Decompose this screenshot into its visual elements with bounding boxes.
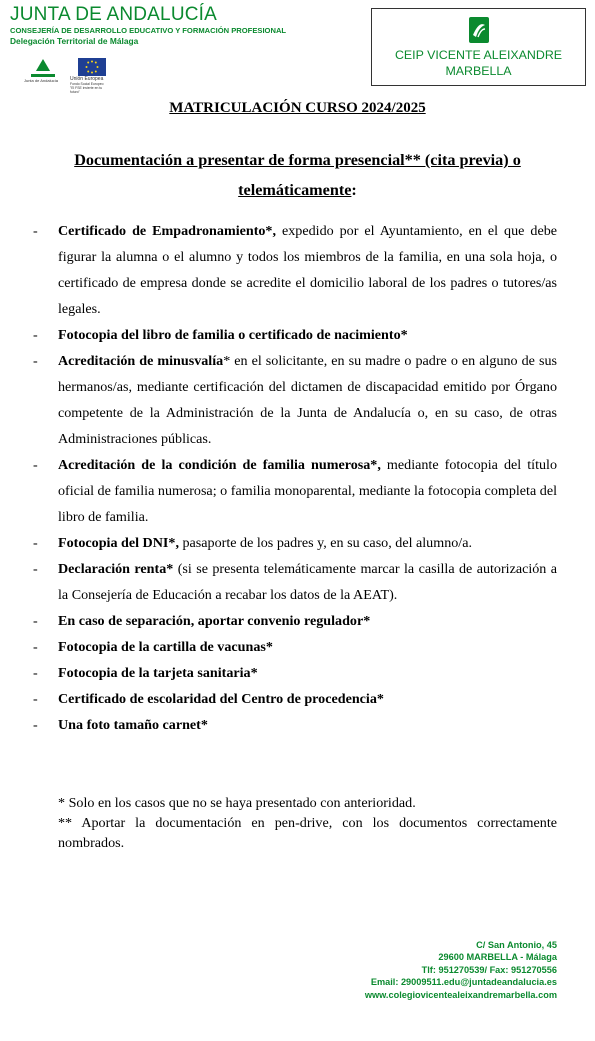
delegacion-name: Delegación Territorial de Málaga [10,36,139,46]
eu-motto-caption: "El FSE invierte en tu futuro" [70,86,103,94]
logos [10,58,130,94]
eu-fund-caption: Fondo Social Europeo [70,82,104,86]
school-logo-icon [469,17,489,43]
junta-header [10,4,350,94]
eu-caption [70,76,110,94]
heading-line1: Documentación a presentar de forma presencial** (cita previa) o [74,151,521,169]
contact-city: 29600 MARBELLA - Málaga [438,952,557,963]
list-item: - Certificado de escolaridad del Centro de procedencia* [33,691,384,707]
contact-web: www.colegiovicentealeixandremarbella.com [364,989,557,1000]
eu-caption-title: Unión Europea [70,76,104,82]
list-item: - Fotocopia de la cartilla de vacunas* [33,639,273,655]
list-item: - Fotocopia del libro de familia o certificado de nacimiento* [33,327,408,343]
heading-line2: telemáticamente [238,181,352,199]
consejeria-name: CONSEJERÍA DE DESARROLLO EDUCATIVO Y FORMACIÓN PROFESIONAL [10,26,287,35]
list-item: - En caso de separación, aportar convenio regulador* [33,613,371,629]
list-item: - Una foto tamaño carnet* [33,717,208,733]
andalucia-logo-caption: Junta de Andalucía [23,78,59,83]
junta-andalucia-logo-icon [26,58,60,92]
list-item: - Fotocopia de la tarjeta sanitaria* [33,665,258,681]
eu-flag-icon [78,58,106,76]
school-contact [257,939,557,1001]
documentation-heading [30,145,565,205]
school-name [372,47,585,79]
footnote-1: * Solo en los casos que no se haya presentado con anterioridad. [58,795,416,811]
school-box [371,8,586,86]
school-name-line2: MARBELLA [445,64,512,78]
list-item: - Fotocopia del DNI*, pasaporte de los padres y, en su caso, del alumno/a. [33,535,472,551]
page-title: MATRICULACIÓN CURSO 2024/2025 [169,100,426,116]
list-item: - Declaración renta* (si se presenta telemáticamente marcar la casilla de autorización a la Consejería de Educación a recabar los datos de la AEAT). [33,561,558,603]
list-item: - Acreditación de minusvalía* en el solicitante, en su madre o padre o en alguno de sus hermanos/as, mediante certificación del dictamen de discapacidad emitido por Órgano competente de la Administración de la Junta de Andalucía o, en su caso, de otras Administraciones públicas. [33,353,557,447]
contact-email: Email: 29009511.edu@juntadeandalucia.es [370,977,557,988]
footnotes [58,793,557,853]
heading-colon: : [351,181,357,199]
eu-logo [70,58,110,94]
junta-title: JUNTA DE ANDALUCÍA [10,4,218,25]
list-item: - Certificado de Empadronamiento*, expedido por el Ayuntamiento, en el que debe figurar la alumna o el alumno y todos los miembros de la familia, en una sola hoja, o certificado de empresa donde se acredite el domicilio laboral de los padres o tutores/as legales. [33,223,557,317]
contact-phone: Tlf: 951270539/ Fax: 951270556 [421,964,557,975]
school-name-line1: CEIP VICENTE ALEIXANDRE [394,48,563,62]
contact-address: C/ San Antonio, 45 [476,940,557,950]
footnote-2: ** Aportar la documentación en pen-drive, con los documentos correctamente nombrados. [58,815,557,851]
documents-list [33,218,557,738]
list-item: - Acreditación de la condición de familia numerosa*, mediante fotocopia del título oficial de familia numerosa; o familia monoparental, mediante la fotocopia completa del libro de familia. [33,457,557,525]
